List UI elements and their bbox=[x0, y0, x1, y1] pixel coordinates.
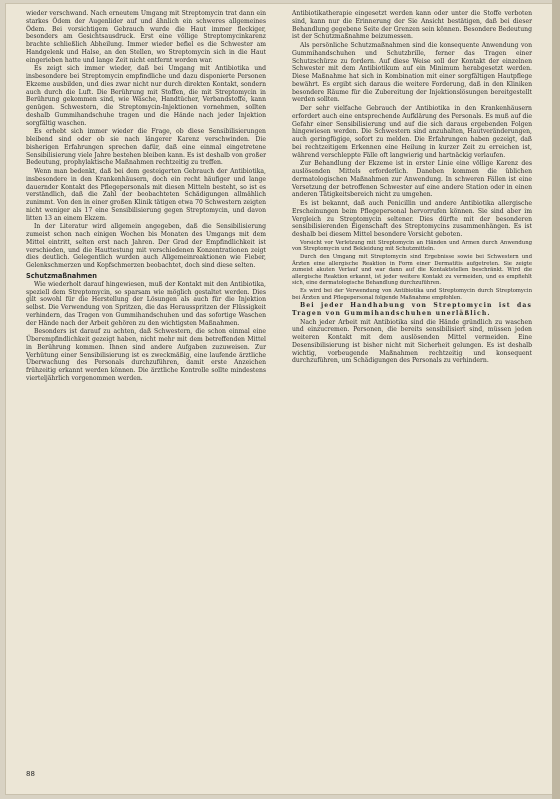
scan-edge bbox=[552, 0, 560, 799]
paragraph: Der sehr vielfache Gebrauch der Antibiotika in den Krankenhäusern erfordert auch eine entsprechende Aufklärung des Personals. Es muß auf die Gefahr einer Sensibilisierung und auf die sich daraus ergebenden Folgen hingewiesen werden. Die Schwestern sind anzuhalten, Hautveränderungen, auch geringfügige, sofort zu melden. Die Erfahrungen haben gezeigt, daß bei rechtzeitigem Erkennen eine Heilung in kurzer Zeit zu erreichen ist, während verschleppte Fälle oft langwierig und hartnäckig verlaufen. bbox=[292, 105, 532, 159]
paragraph: Es zeigt sich immer wieder, daß bei Umgang mit Antibiotika und insbesondere bei Streptomycin empfindliche und dazu disponierte Personen Ekzeme ausbilden, und dies zwar nicht nur durch direkten Kontakt, sondern auch durch die Luft. Die Berührung mit Stoffen, die mit Streptomycin in Berührung gekommen sind, wie Wäsche, Handtücher, Verbandstoffe, kann genügen. Schwestern, die Streptomycin-Injektionen vornehmen, sollten deshalb Gummihandschuhe tragen und die Hände nach jeder Injektion sorgfältig waschen. bbox=[26, 65, 266, 127]
left-column bbox=[26, 10, 266, 384]
paragraph: Nach jeder Arbeit mit Antibiotika sind die Hände gründlich zu waschen und einzucremen. Personen, die bereits sensibilisiert sind, müssen jeden weiteren Kontakt mit dem auslösenden Mittel vermeiden. Eine Desensibilisierung ist bisher nicht mit Sicherheit gelungen. Es ist deshalb wichtig, vorbeugende Maßnahmen rechtzeitig und konsequent durchzuführen, um Schädigungen des Personals zu verhindern. bbox=[292, 318, 532, 365]
paragraph: Wenn man bedenkt, daß bei dem gesteigerten Gebrauch der Antibiotika, insbesondere in den Krankenhäusern, doch ein recht häufiger und lange dauernder Kontakt des Pflegepersonals mit diesen Mitteln besteht, so ist es verständlich, daß die Zahl der beobachteten Schädigungen allmählich zunimmt. Von den in einer großen Klinik tätigen etwa 70 Schwestern zeigten nicht weniger als 17 eine Sensibilisierung gegen Streptomycin, und davon litten 13 an einem Ekzem. bbox=[26, 168, 266, 222]
paragraph: Bei jeder Handhabung von Streptomycin ist das Tragen von Gummihandschuhen unerläßlich. bbox=[292, 302, 532, 317]
paragraph: Vorsicht vor Verletzung mit Streptomycin an Händen und Armen durch Anwendung von Streptomycin und Bekleidung mit Schutzmitteln. bbox=[292, 239, 532, 253]
paragraph: wieder verschwand. Nach erneutem Umgang mit Streptomycin trat dann ein starkes Ödem der Augenlider auf und ähnlich ein schweres allgemeines Ödem. Bei vorsichtigem Gebrauch wurde die Haut immer fleckiger, besonders am Gesichtsausdruck. Erst eine völlige Streptomycinkarenz brachte schließlich Abheilung. Immer wieder befiel es die Schwester am Handgelenk und Halse, an den Stellen, wo Streptomycin sich in die Haut eingerieben hatte und lange Zeit nicht entfernt worden war. bbox=[26, 10, 266, 64]
paragraph: Es wird bei der Verwendung von Antibiotika und Streptomycin durch Streptomycin bei Ärzten und Pflegepersonal folgende Maßnahme empfohlen. bbox=[292, 287, 532, 301]
paragraph: Besonders ist darauf zu achten, daß Schwestern, die schon einmal eine Überempfindlichkeit gezeigt haben, nicht mehr mit dem betreffenden Mittel in Berührung kommen. Ihnen sind andere Aufgaben zuzuweisen. Zur Verhütung einer Sensibilisierung ist es zweckmäßig, eine laufende ärztliche Überwachung des Personals durchzuführen, damit erste Anzeichen frühzeitig erkannt werden können. Die ärztliche Kontrolle sollte mindestens vierteljährlich vorgenommen werden. bbox=[26, 328, 266, 382]
paragraph: In der Literatur wird allgemein angegeben, daß die Sensibilisierung zumeist schon nach einigen Wochen bis Monaten des Umgangs mit dem Mittel eintritt, selten erst nach Jahren. Der Grad der Empfindlichkeit ist verschieden, und die Hauttestung mit verschiedenen Konzentrationen zeigt dies deutlich. Gelegentlich wurden auch Allgemeinreaktionen wie Fieber, Gelenkschmerzen und Kopfschmerzen beobachtet, doch sind diese selten. bbox=[26, 223, 266, 269]
paragraph: Als persönliche Schutzmaßnahmen sind die konsequente Anwendung von Gummihandschuhen und Schutzbrille, ferner das Tragen einer Schutzschürze zu fordern. Auf diese Weise soll der Kontakt der einzelnen Schwester mit dem Antibiotikum auf ein Minimum herabgesetzt werden. Diese Maßnahme hat sich in Kombination mit einer sorgfältigen Hautpflege bewährt. Es ergibt sich daraus die weitere Forderung, daß in den Kliniken besondere Räume für die Zubereitung der Injektionslösungen bereitgestellt werden sollten. bbox=[292, 42, 532, 104]
paragraph: Antibiotikatherapie eingesetzt werden kann oder unter die Stoffe verboten sind, kann nur die Erinnerung der Sie Ansicht bestätigen, daß bei dieser Behandlung gegebene Seite der Grenzen sein können. Besondere Bedeutung ist der Schutzmaßnahme beizumessen. bbox=[292, 10, 532, 41]
right-column bbox=[292, 10, 532, 366]
page-number: 88 bbox=[26, 770, 35, 778]
section-heading: Schutzmaßnahmen bbox=[26, 271, 97, 280]
paragraph: Es erhebt sich immer wieder die Frage, ob diese Sensibilisierungen bleibend sind oder ob sie nach längerer Karenz verschwinden. Die bisherigen Erfahrungen sprechen dafür, daß eine einmal eingetretene Sensibilisierung viele Jahre bestehen bleiben kann. Es ist deshalb von großer Bedeutung, prophylaktische Maßnahmen rechtzeitig zu treffen. bbox=[26, 128, 266, 167]
paragraph: Es ist bekannt, daß auch Penicillin und andere Antibiotika allergische Erscheinungen beim Pflegepersonal hervorrufen können. Sie sind aber im Vergleich zu Streptomycin seltener. Dies dürfte mit der besonderen sensibilisierenden Eigenschaft des Streptomycins zusammenhängen. Es ist deshalb bei diesem Mittel besondere Vorsicht geboten. bbox=[292, 200, 532, 238]
paragraph: Wie wiederholt darauf hingewiesen, muß der Kontakt mit den Antibiotika, speziell dem Streptomycin, so sparsam wie möglich gestaltet werden. Dies gilt sowohl für die Herstellung der Lösungen als auch für die Injektion selbst. Die Verwendung von Spritzen, die das Herausspritzen der Flüssigkeit verhindern, das Tragen von Gummihandschuhen und das sofortige Waschen der Hände nach der Arbeit gehören zu den wichtigsten Maßnahmen. bbox=[26, 280, 266, 327]
paragraph: Zur Behandlung der Ekzeme ist in erster Linie eine völlige Karenz des auslösenden Mittels erforderlich. Daneben kommen die üblichen dermatologischen Maßnahmen zur Anwendung. In schweren Fällen ist eine Versetzung der betroffenen Schwester auf eine andere Station oder in einen anderen Tätigkeitsbereich nicht zu umgehen. bbox=[292, 160, 532, 199]
paragraph: Durch den Umgang mit Streptomycin sind Ergebnisse sowie bei Schwestern und Ärzten eine allergische Reaktion in Form einer Dermatitis aufgetreten. Sie zeigte zumeist akuten Verlauf und war dann auf die Kontaktstellen beschränkt. Wird die allergische Reaktion erkannt, ist jeder weitere Kontakt zu vermeiden, und es empfiehlt sich, eine dermatologische Behandlung durchzuführen. bbox=[292, 253, 532, 287]
document-page bbox=[6, 4, 552, 794]
